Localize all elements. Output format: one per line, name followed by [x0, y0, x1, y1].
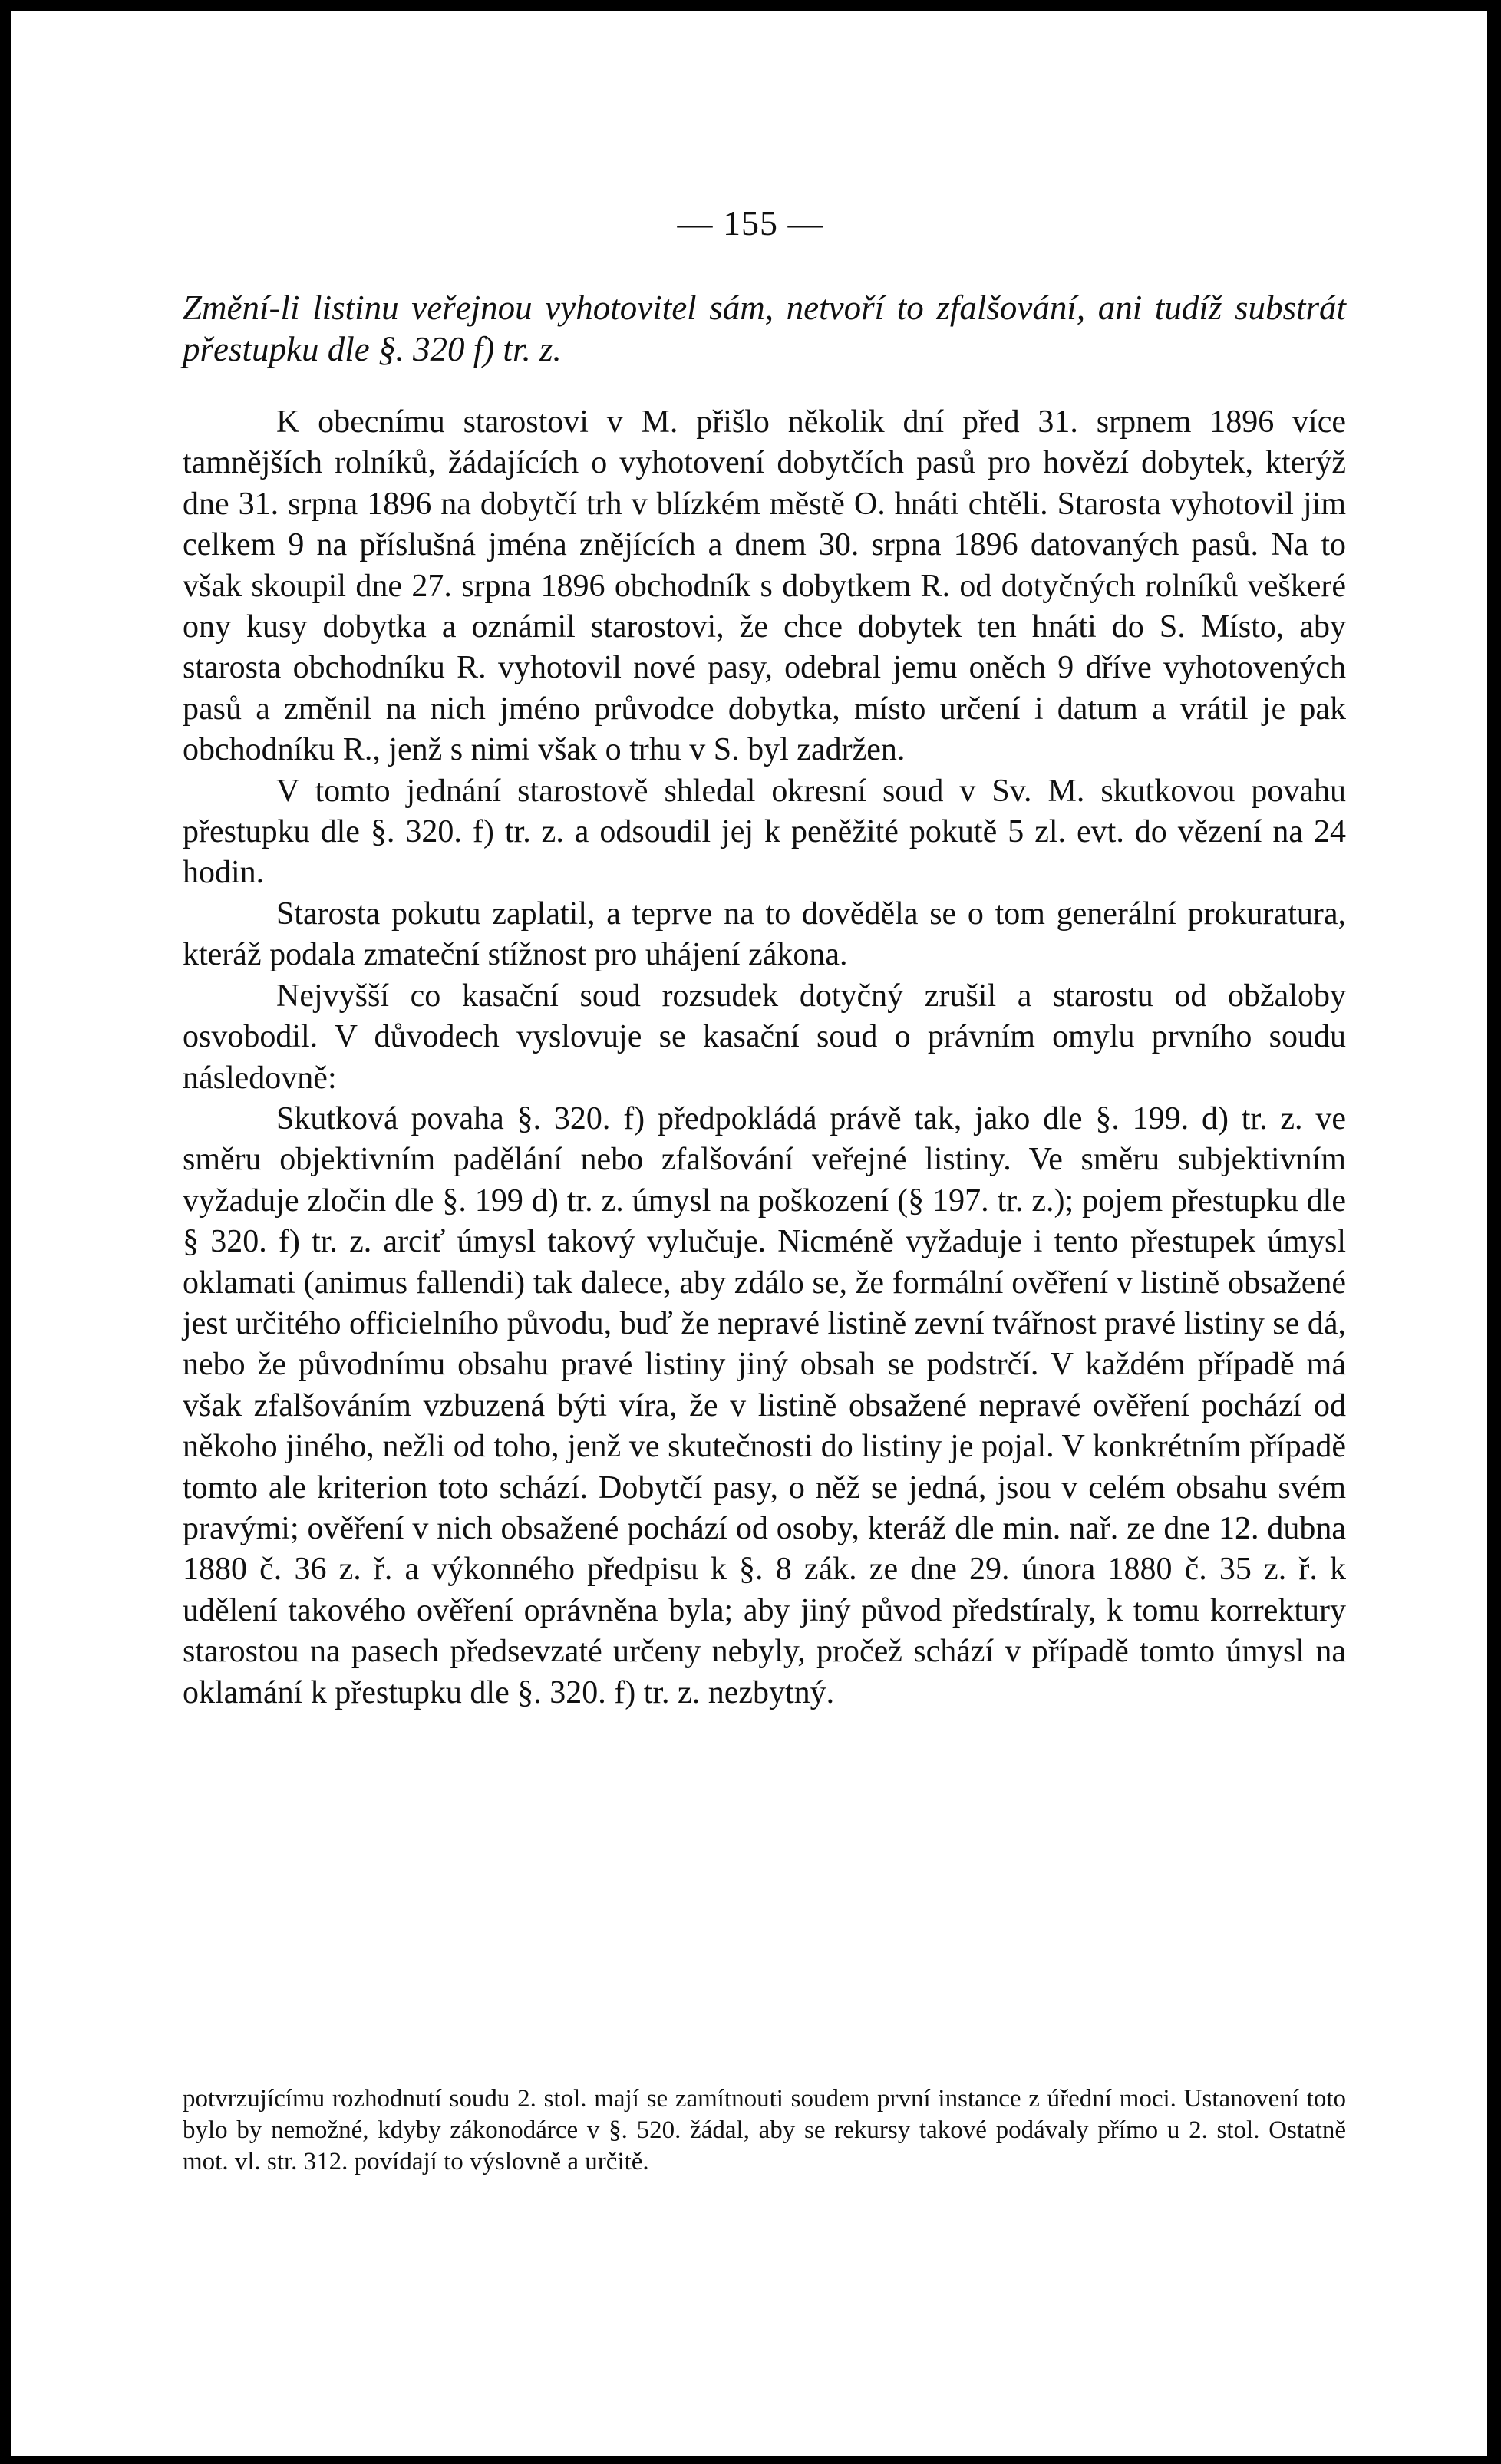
main-text: [183, 287, 1346, 1714]
paragraph: Nejvyšší co kasační soud rozsudek dotyčný zrušil a starostu od obžaloby osvobodil. V důvodech vyslovuje se kasační soud o právním omylu prvního soudu následovně:: [183, 978, 1346, 1096]
paragraph: V tomto jednání starostově shledal okresní soud v Sv. M. skutkovou povahu přestupku dle §. 320. f) tr. z. a odsoudil jej k peněžité pokutě 5 zl. evt. do vězení na 24 hodin.: [183, 773, 1346, 891]
footnote: potvrzujícímu rozhodnutí soudu 2. stol. mají se zamítnouti soudem první instance z úřední moci. Ustanovení toto bylo by nemožné, kdyby zákonodárce v §. 520. žádal, aby se rekursy takové podávaly přímo u 2. stol. Ostatně mot. vl. str. 312. povídají to výslovně a určitě.: [183, 2085, 1346, 2175]
footnote-block: [183, 2083, 1346, 2178]
paragraph: K obecnímu starostovi v M. přišlo několik dní před 31. srpnem 1896 více tamnějších rolníků, žádajících o vyhotovení dobytčích pasů pro hovězí dobytek, kterýž dne 31. srpna 1896 na dobytčí trh v blízkém městě O. hnáti chtěli. Starosta vyhotovil jim celkem 9 na příslušná jména znějících a dnem 30. srpna 1896 datovaných pasů. Na to však skoupil dne 27. srpna 1896 obchodník s dobytkem R. od dotyčných rolníků veškeré ony kusy dobytka a oznámil starostovi, že chce dobytek ten hnáti do S. Místo, aby starosta obchodníku R. vyhotovil nové pasy, odebral jemu oněch 9 dříve vyhotovených pasů a změnil na nich jméno průvodce dobytka, místo určení i datum a vrátil je pak obchodníku R., jenž s nimi však o trhu v S. byl zadržen.: [183, 404, 1346, 768]
paragraph: Skutková povaha §. 320. f) předpokládá právě tak, jako dle §. 199. d) tr. z. ve směru objektivním padělání nebo zfalšování veřejné listiny. Ve směru subjektivním vyžaduje zločin dle §. 199 d) tr. z. úmysl na poškození (§ 197. tr. z.); pojem přestupku dle § 320. f) tr. z. arciť úmysl takový vylučuje. Nicméně vyžaduje i tento přestupek úmysl oklamati (animus fallendi) tak dalece, aby zdálo se, že formální ověření v listině obsažené jest určitého officielního původu, buď že nepravé listině zevní tvářnost pravé listiny se dá, nebo že původnímu obsahu pravé listiny jiný obsah se podstrčí. V každém případě má však zfalšováním vzbuzená býti víra, že v listině obsažené nepravé ověření pochází od někoho jiného, nežli od toho, jenž ve skutečnosti do listiny je pojal. V konkrétním případě tomto ale kriterion toto schází. Dobytčí pasy, o něž se jedná, jsou v celém obsahu svém pravými; ověření v nich obsažené pochází od osoby, kteráž dle min. nař. ze dne 12. dubna 1880 č. 36 z. ř. a výkonného předpisu k §. 8 zák. ze dne 29. února 1880 č. 35 z. ř. k udělení takového ověření oprávněna byla; aby jiný původ předstíraly, k tomu korrektury starostou na pasech předsevzaté určeny nebyly, pročež schází v případě tomto úmysl na oklamání k přestupku dle §. 320. f) tr. z. nezbytný.: [183, 1100, 1346, 1710]
section-subtitle: Změní-li listinu veřejnou vyhotovitel sám, netvoří to zfalšování, ani tudíž substrát přestupku dle §. 320 f) tr. z.: [183, 289, 1346, 368]
paragraph: Starosta pokutu zaplatil, a teprve na to dověděla se o tom generální prokuratura, kteráž podala zmateční stížnost pro uhájení zákona.: [183, 896, 1346, 973]
page-number: — 155 —: [677, 203, 824, 242]
